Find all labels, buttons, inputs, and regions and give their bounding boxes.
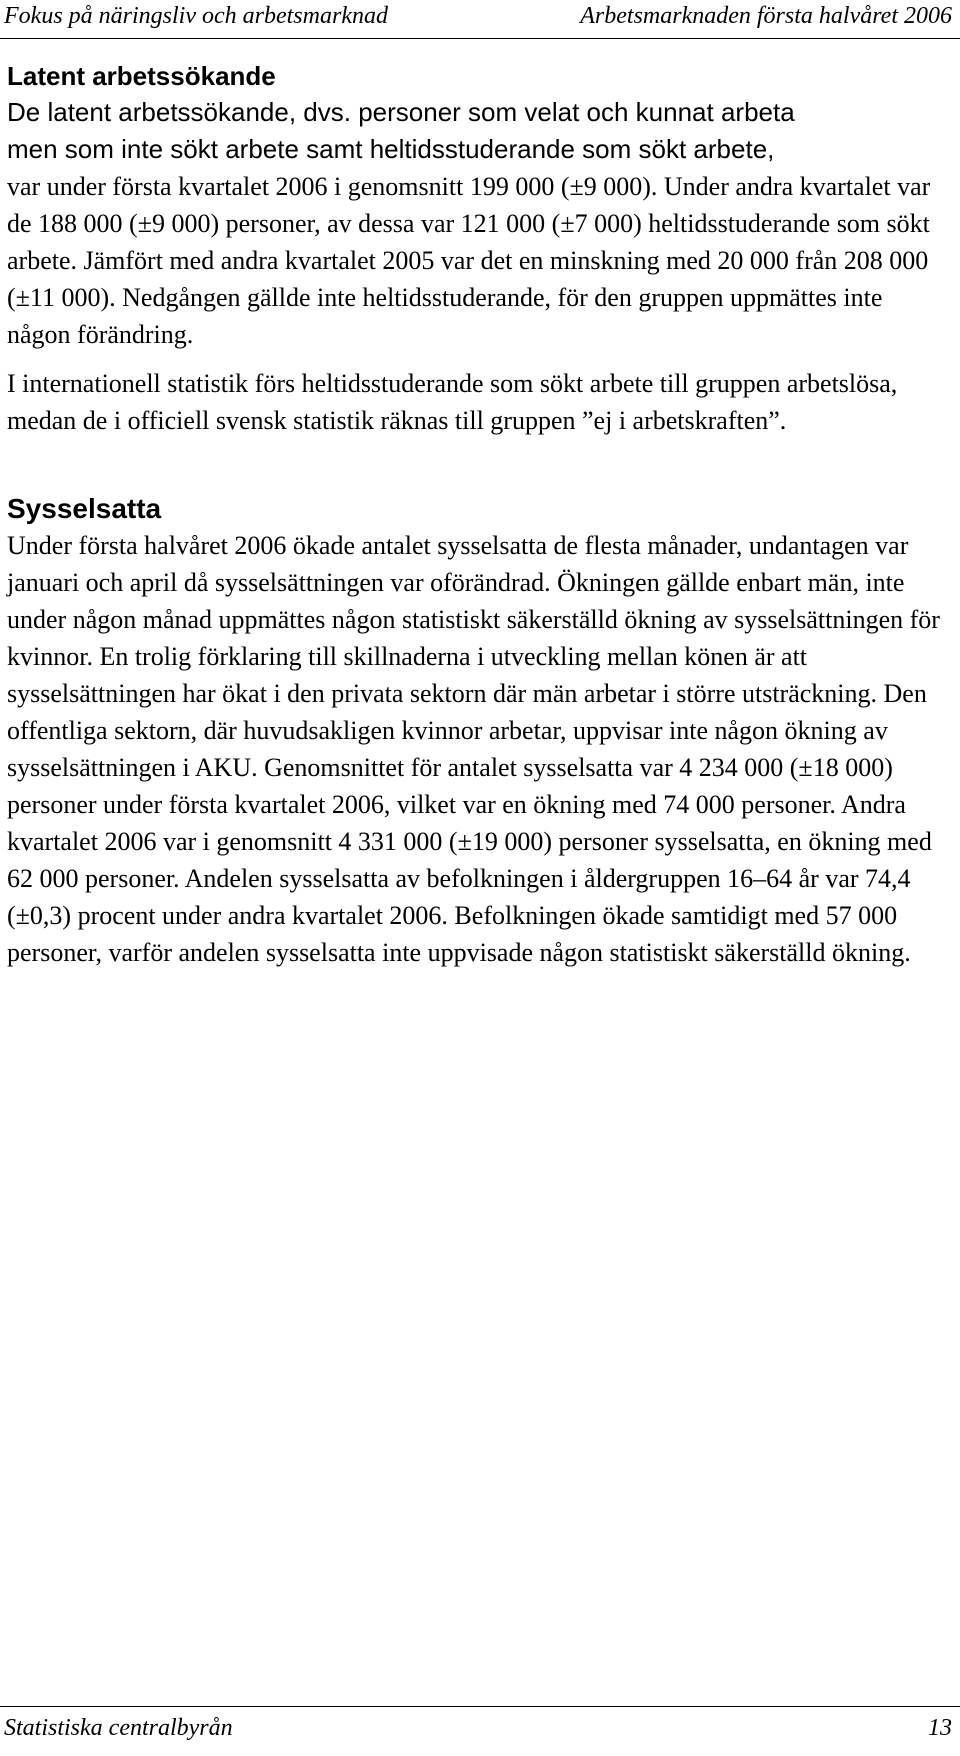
running-header-right: Arbetsmarknaden första halvåret 2006 <box>580 3 952 29</box>
body-line: De latent arbetssökande, dvs. personer som velat och kunnat arbeta <box>7 97 795 127</box>
section-heading-latent: Latent arbetssökande <box>7 61 276 91</box>
running-header <box>0 0 960 36</box>
body-paragraph: I internationell statistik förs heltidsstuderande som sökt arbete till gruppen arbetslösa, medan de i officiell svensk statistik räknas till gruppen ”ej i arbetskraften”. <box>7 369 898 435</box>
footer-divider <box>0 1706 960 1707</box>
page-number: 13 <box>928 1715 952 1741</box>
section-latent-arbetssokande <box>7 58 947 439</box>
section-heading-sysselsatta: Sysselsatta <box>7 493 162 524</box>
page-body <box>7 58 947 971</box>
header-divider <box>0 38 960 39</box>
running-header-left: Fokus på näringsliv och arbetsmarknad <box>4 3 388 29</box>
body-paragraph: var under första kvartalet 2006 i genomsnitt 199 000 (±9 000). Under andra kvartalet var de 188 000 (±9 000) personer, av dessa var 121 000 (±7 000) heltidsstuderande som sökt arbete. Jämfört med andra kvartalet 2005 var det en minskning med 20 000 från 208 000 (±11 000). Nedgången gällde inte heltidsstuderande, för den gruppen uppmättes inte någon förändring. <box>7 172 931 349</box>
body-line: men som inte sökt arbete samt heltidsstuderande som sökt arbete, <box>7 134 775 164</box>
body-paragraph: Under första halvåret 2006 ökade antalet sysselsatta de flesta månader, undantagen var januari och april då sysselsättningen var oförändrad. Ökningen gällde enbart män, inte under någon månad uppmättes någon statistiskt säkerställd ökning av sysselsättningen för kvinnor. En trolig förklaring till skillnaderna i utveckling mellan könen är att sysselsättningen har ökat i den privata sektorn där män arbetar i större utsträckning. Den offentliga sektorn, där huvudsakligen kvinnor arbetar, uppvisar inte någon ökning av sysselsättningen i AKU. Genomsnittet för antalet sysselsatta var 4 234 000 (±18 000) personer under första kvartalet 2006, vilket var en ökning med 74 000 personer. Andra kvartalet 2006 var i genomsnitt 4 331 000 (±19 000) personer sysselsatta, en ökning med 62 000 personer. Andelen sysselsatta av befolkningen i åldergruppen 16–64 år var 74,4 (±0,3) procent under andra kvartalet 2006. Befolkningen ökade samtidigt med 57 000 personer, varför andelen sysselsatta inte uppvisade någon statistiskt säkerställd ökning. <box>7 531 940 967</box>
footer-publisher: Statistiska centralbyrån <box>4 1715 233 1741</box>
section-sysselsatta <box>7 491 947 971</box>
